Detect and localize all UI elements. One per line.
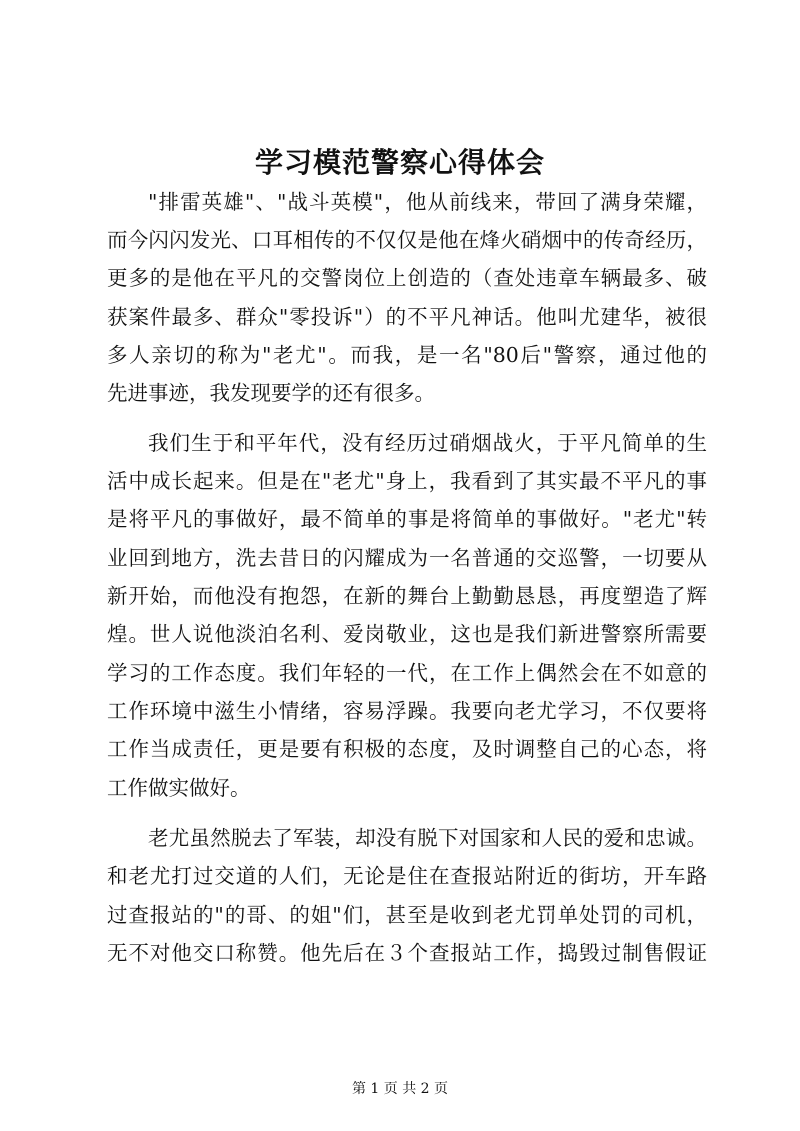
paragraph-2-line-8: 工作环境中滋生小情绪，容易浮躁。我要向老尤学习，不仅要将 [107, 699, 707, 723]
paragraph-3-line-3: 过查报站的"的哥、的姐"们，甚至是收到老尤罚单处罚的司机， [107, 903, 707, 927]
paragraph-3-line-1: 老尤虽然脱去了军装，却没有脱下对国家和人民的爱和忠诚。 [148, 826, 707, 850]
paragraph-2-line-10: 工作做实做好。 [107, 776, 251, 800]
paragraph-1-line-2: 而今闪闪发光、口耳相传的不仅仅是他在烽火硝烟中的传奇经历， [107, 228, 707, 252]
paragraph-2-line-6: 煌。世人说他淡泊名利、爱岗敬业，这也是我们新进警察所需要 [107, 622, 707, 646]
page-number-footer: 第 1 页 共 2 页 [351, 1081, 449, 1097]
paragraph-1-line-6: 先进事迹，我发现要学的还有很多。 [107, 381, 435, 405]
paragraph-1-line-1: "排雷英雄"、"战斗英模"，他从前线来，带回了满身荣耀， [148, 190, 707, 214]
paragraph-2-line-9: 工作当成责任，更是要有积极的态度，及时调整自己的心态，将 [107, 737, 707, 761]
paragraph-2-line-2: 活中成长起来。但是在"老尤"身上，我看到了其实最不平凡的事 [107, 469, 707, 493]
paragraph-2-line-3: 是将平凡的事做好，最不简单的事是将简单的事做好。"老尤"转 [107, 507, 707, 531]
paragraph-2-line-7: 学习的工作态度。我们年轻的一代，在工作上偶然会在不如意的 [107, 661, 707, 685]
paragraph-1-line-5: 多人亲切的称为"老尤"。而我，是一名"80后"警察，通过他的 [107, 343, 707, 367]
paragraph-1-line-3: 更多的是他在平凡的交警岗位上创造的（查处违章车辆最多、破 [107, 266, 707, 290]
page-title: 学习模范警察心得体会 [254, 146, 545, 179]
paragraph-2-line-4: 业回到地方，洗去昔日的闪耀成为一名普通的交巡警，一切要从 [107, 546, 707, 570]
paragraph-3-line-2: 和老尤打过交道的人们，无论是住在查报站附近的街坊，开车路 [107, 864, 707, 888]
paragraph-2-line-1: 我们生于和平年代，没有经历过硝烟战火，于平凡简单的生 [148, 431, 707, 455]
paragraph-3-line-4: 无不对他交口称赞。他先后在３个查报站工作，捣毁过制售假证 [107, 941, 707, 965]
paragraph-2-line-5: 新开始，而他没有抱怨，在新的舞台上勤勤恳恳，再度塑造了辉 [107, 584, 707, 608]
paragraph-1-line-4: 获案件最多、群众"零投诉"）的不平凡神话。他叫尤建华，被很 [107, 305, 707, 329]
